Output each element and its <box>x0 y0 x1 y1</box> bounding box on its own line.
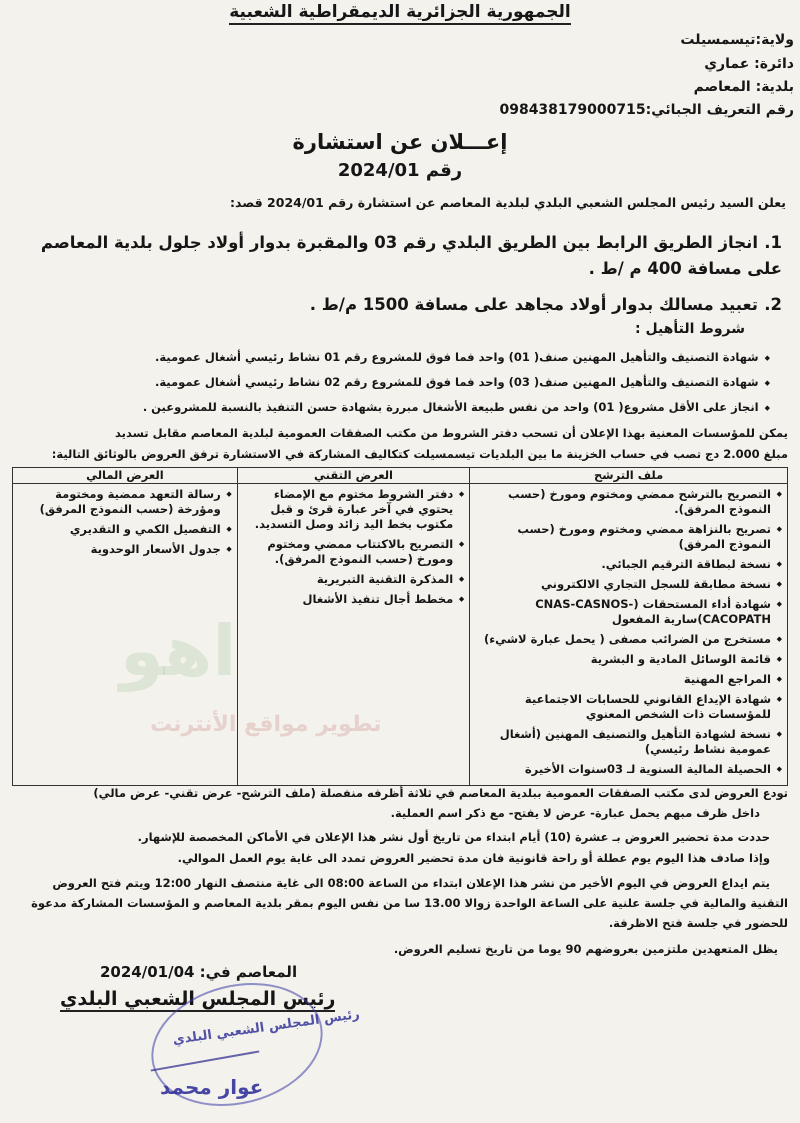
closing-line: داخل ظرف مبهم يحمل عبارة- عرض لا يفتح- مع ذكر اسم العملية. <box>390 806 760 820</box>
table-header-technical: العرض التقني <box>237 468 470 484</box>
list-item: ◆ رسالة التعهد ممضية ومختومة ومؤرخة (حسب النموذج المرفق) <box>17 487 221 517</box>
closing-line: يظل المتعهدين ملتزمين بعروضهم 90 يوما من تاريخ تسليم العروض. <box>393 942 778 956</box>
technical-cell <box>237 484 470 786</box>
project-item-2 <box>12 292 782 318</box>
list-item: ◆ المراجع المهنية <box>474 672 771 687</box>
table-header-candidature: ملف الترشح <box>470 468 788 484</box>
watermark-tagline: تطوير مواقع الأنترنت <box>150 712 382 737</box>
closing-line: حددت مدة تحضير العروض بـ عشرة (10) أيام ابتداء من تاريخ أول نشر هذا الإعلان في الأماكن المخصصة للإشهار. <box>137 830 770 844</box>
announcement-number: رقم 2024/01 <box>337 160 463 181</box>
table-header-financial: العرض المالي <box>13 468 238 484</box>
signatory-name: عوار محمد <box>160 1075 264 1099</box>
closing-line: يتم ايداع العروض في اليوم الأخير من نشر هذا الإعلان ابتداء من الساعة 08:00 الى غاية منتصف النهار 12:00 ويتم فتح العروض <box>52 876 770 890</box>
list-item: ◆ مخطط أجال تنفيذ الأشغال <box>242 592 454 607</box>
conditions-title: شروط التأهيل : <box>634 321 745 337</box>
project-text: تعبيد مسالك بدوار أولاد مجاهد على مسافة 1500 م/ط . <box>309 295 758 314</box>
project-number: 1. <box>764 233 782 252</box>
candidature-cell <box>470 484 788 786</box>
list-item: ◆ نسخة لبطاقة الترقيم الجبائي. <box>474 557 771 572</box>
list-item: ◆ المذكرة التقنية التبريرية <box>242 572 454 587</box>
list-item: ◆ التفصيل الكمي و التقديري <box>17 522 221 537</box>
candidature-list <box>474 487 783 777</box>
watermark-brand: اهو <box>120 610 237 692</box>
republic-heading: الجمهورية الجزائرية الديمقراطية الشعبية <box>0 2 800 22</box>
daira-line: دائرة: عماري <box>704 56 794 72</box>
announcement-title: إعـــلان عن استشارة <box>292 130 508 154</box>
financial-list <box>17 487 233 557</box>
intro-text: يعلن السيد رئيس المجلس الشعبي البلدي لبلدية المعاصم عن استشارة رقم 2024/01 قصد: <box>229 195 786 210</box>
project-text: انجاز الطريق الرابط بين الطريق البلدي رقم 03 والمقبرة بدوار أولاد جلول بلدية المعاصم على مسافة 400 م /ط . <box>40 233 782 278</box>
list-item: ◆ دفتر الشروط مختوم مع الإمضاء يحتوي في آخر عبارة قرئ و قبل مكتوب بخط اليد زائد وصل التسديد. <box>242 487 454 532</box>
closing-line: التقنية والمالية في جلسة علنية على الساعة الواحدة زوالا 13.00 سا من نفس اليوم بمقر بلدية المعاصم و المؤسسات المشاركة مدعوة <box>31 896 788 910</box>
list-item: ◆ نسخة مطابقة للسجل التجاري الالكتروني <box>474 577 771 592</box>
list-item: ◆ تصريح بالنزاهة ممضي ومختوم ومورخ (حسب النموذج المرفق) <box>474 522 771 552</box>
list-item: ◆ شهادة أداء المستحقات (CNAS-CASNOS-CACOPATH)سارية المفعول <box>474 597 771 627</box>
baladiya-line: بلدية: المعاصم <box>693 79 794 95</box>
list-item: ◆ التصريح بالاكتتاب ممضي ومختوم ومورخ (حسب النموذج المرفق). <box>242 537 454 567</box>
condition-item: ◆ انجاز على الأقل مشروع( 01) واحد من نفس طبيعة الأشغال مبررة بشهادة حسن التنفيذ بالنسبة للمشروعين . <box>143 400 770 414</box>
signature-place-date: المعاصم في: 2024/01/04 <box>100 963 298 981</box>
list-item: ◆ قائمة الوسائل المادية و البشرية <box>474 652 771 667</box>
list-item: ◆ جدول الأسعار الوحدوية <box>17 542 221 557</box>
list-item: ◆ الحصيلة المالية السنوية لـ 03سنوات الأخيرة <box>474 762 771 777</box>
wilaya-line: ولاية:تيسمسيلت <box>680 32 794 48</box>
project-item-1 <box>12 230 782 282</box>
closing-line: تودع العروض لدى مكتب الصفقات العمومية ببلدية المعاصم في ثلاثة أظرفه منفصلة (ملف الترشح- عرض تقني- عرض مالي) <box>93 786 788 800</box>
list-item: ◆ التصريح بالترشح ممضي ومختوم ومورخ (حسب النموذج المرفق). <box>474 487 771 517</box>
list-item: ◆ مستخرج من الضرائب مصفى ( يحمل عبارة لاشيء) <box>474 632 771 647</box>
signature-office: رئيس المجلس الشعبي البلدي <box>60 988 336 1010</box>
stamp-text: رئيس المجلس الشعبي البلدي <box>171 1006 361 1049</box>
paragraph-line: يمكن للمؤسسات المعنية بهذا الإعلان أن تسحب دفتر الشروط من مكتب الصفقات العمومية لبلدية المعاصم مقابل تسديد <box>115 426 788 440</box>
list-item: ◆ شهادة الإيداع القانوني للحسابات الاجتماعية للمؤسسات ذات الشخص المعنوي <box>474 692 771 722</box>
condition-item: ◆ شهادة التصنيف والتأهيل المهنين صنف( 01) واحد فما فوق للمشروع رقم 01 نشاط رئيسي أشغال عمومية. <box>155 350 770 364</box>
closing-line: للحضور في جلسة فتح الاظرفة. <box>608 916 788 930</box>
paragraph-line: مبلغ 2.000 دج تصب في حساب الخزينة ما بين البلديات تيسمسيلت كتكاليف المشاركة في الاستشارة ترفق العروض بالوثائق التالية: <box>51 447 788 461</box>
list-item: ◆ نسخة لشهادة التأهيل والتصنيف المهنين (أشغال عمومية نشاط رئيسي) <box>474 727 771 757</box>
closing-line: وإذا صادف هذا اليوم يوم عطلة أو راحة قانونية فان مدة تحضير العروض تمدد الى غاية يوم العمل الموالي. <box>177 851 770 865</box>
tax-id-line: رقم التعريف الجبائي:098438179000715 <box>499 102 794 118</box>
table-header-row <box>13 468 788 484</box>
project-number: 2. <box>764 295 782 314</box>
technical-list <box>242 487 466 607</box>
condition-item: ◆ شهادة التصنيف والتأهيل المهنين صنف( 03) واحد فما فوق للمشروع رقم 02 نشاط رئيسي أشغال عمومية. <box>155 375 770 389</box>
